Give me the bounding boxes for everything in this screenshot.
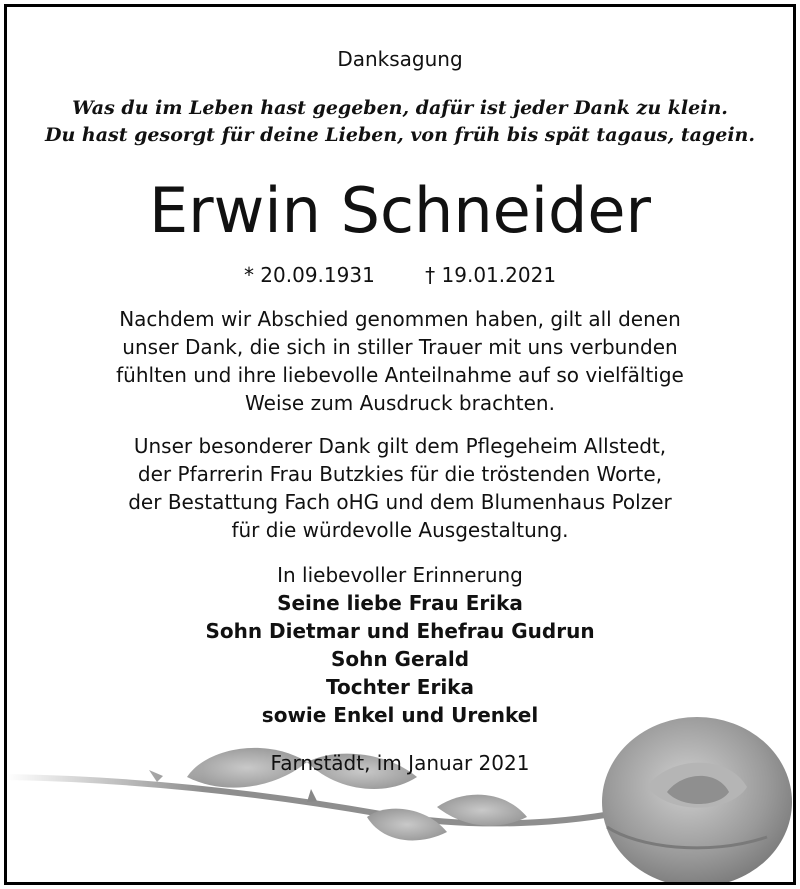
paragraph-line: unser Dank, die sich in stiller Trauer mit uns verbunden <box>122 335 678 359</box>
birth-date: * 20.09.1931 <box>243 263 375 287</box>
paragraph-line: Unser besonderer Dank gilt dem Pflegeheim Allstedt, <box>133 434 667 458</box>
signer: Sohn Dietmar und Ehefrau Gudrun <box>205 619 595 643</box>
rose-icon <box>7 707 793 882</box>
special-thanks-paragraph <box>7 432 793 544</box>
notice-heading: Danksagung <box>337 47 463 71</box>
signer: Tochter Erika <box>326 675 474 699</box>
quote-line: Du hast gesorgt für deine Lieben, von früh bis spät tagaus, tagein. <box>45 124 755 146</box>
paragraph-line: der Pfarrerin Frau Butzkies für die tröstenden Worte, <box>137 462 663 486</box>
signer: Sohn Gerald <box>330 647 470 671</box>
paragraph-line: Nachdem wir Abschied genommen haben, gilt all denen <box>119 307 681 331</box>
closing-phrase: In liebevoller Erinnerung <box>277 563 523 587</box>
quote-line: Was du im Leben hast gegeben, dafür ist jeder Dank zu klein. <box>72 97 728 119</box>
paragraph-line: Weise zum Ausdruck brachten. <box>245 391 555 415</box>
place-date: Farnstädt, im Januar 2021 <box>270 751 530 775</box>
death-date: † 19.01.2021 <box>425 263 557 287</box>
memorial-quote <box>7 95 793 149</box>
thanks-paragraph <box>7 305 793 417</box>
obituary-notice <box>4 4 796 885</box>
paragraph-line: für die würdevolle Ausgestaltung. <box>231 518 569 542</box>
paragraph-line: der Bestattung Fach oHG und dem Blumenhaus Polzer <box>128 490 672 514</box>
deceased-name: Erwin Schneider <box>149 174 651 247</box>
life-dates <box>7 263 793 287</box>
signer: Seine liebe Frau Erika <box>277 591 523 615</box>
paragraph-line: fühlten und ihre liebevolle Anteilnahme auf so vielfältige <box>116 363 684 387</box>
